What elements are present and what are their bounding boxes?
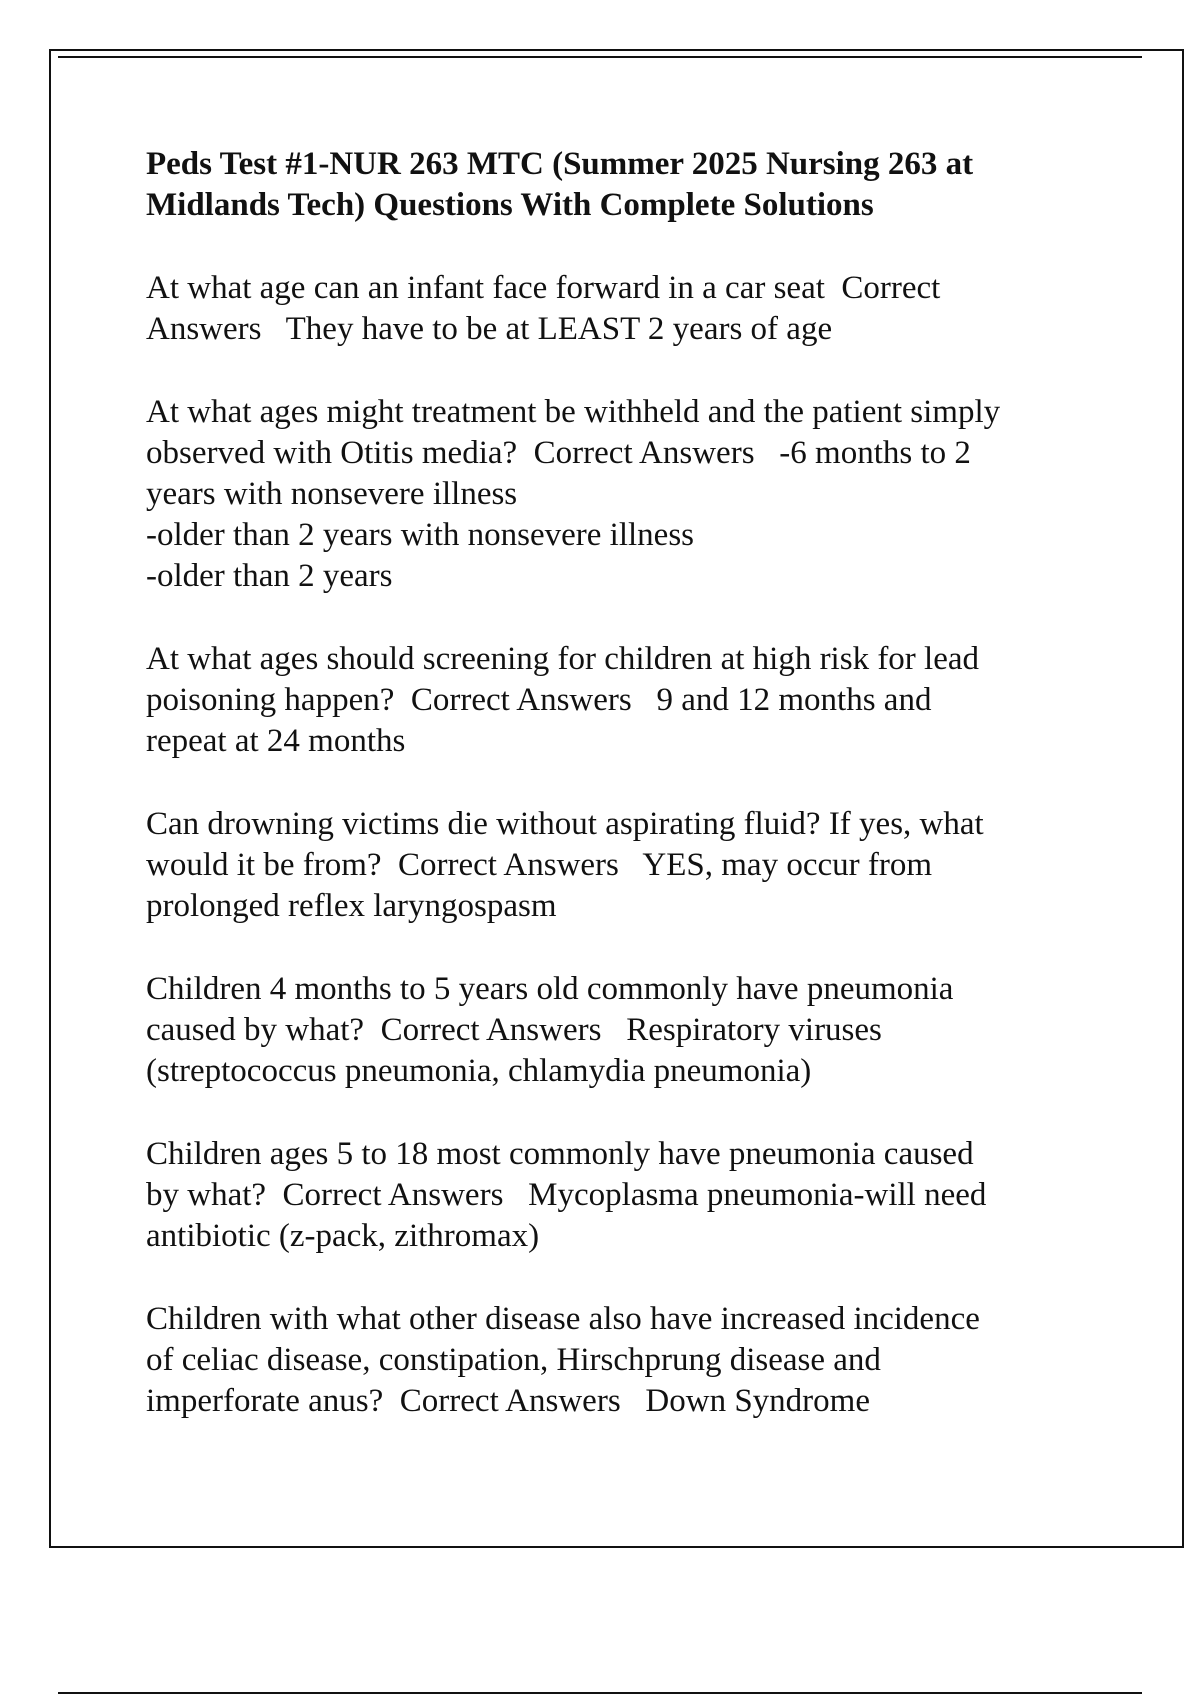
- qa-line: Children with what other disease also have increased incidence: [146, 1301, 980, 1337]
- qa-line: antibiotic (z-pack, zithromax): [146, 1218, 540, 1254]
- qa-line: At what ages might treatment be withheld and the patient simply: [146, 394, 1001, 430]
- qa-line: would it be from? Correct Answers YES, may occur from: [146, 847, 933, 883]
- qa-line: caused by what? Correct Answers Respiratory viruses: [146, 1012, 882, 1048]
- qa-line: poisoning happen? Correct Answers 9 and 12 months and: [146, 682, 932, 718]
- qa-line: Answers They have to be at LEAST 2 years of age: [146, 311, 833, 347]
- qa-line: prolonged reflex laryngospasm: [146, 888, 557, 924]
- qa-item: [146, 1134, 1106, 1257]
- qa-item: [146, 392, 1106, 597]
- qa-item: [146, 969, 1106, 1092]
- title-line: Peds Test #1-NUR 263 MTC (Summer 2025 Nursing 263 at: [146, 146, 974, 182]
- bottom-rule: [58, 1692, 1142, 1694]
- qa-line: Can drowning victims die without aspirating fluid? If yes, what: [146, 806, 984, 842]
- document-content: [146, 144, 1106, 1464]
- qa-item: [146, 804, 1106, 927]
- qa-line: by what? Correct Answers Mycoplasma pneumonia-will need: [146, 1177, 987, 1213]
- qa-line: repeat at 24 months: [146, 723, 406, 759]
- qa-line: Children 4 months to 5 years old commonly have pneumonia: [146, 971, 954, 1007]
- qa-line: years with nonsevere illness: [146, 476, 518, 512]
- qa-item: [146, 268, 1106, 350]
- qa-item: [146, 1299, 1106, 1422]
- qa-line: of celiac disease, constipation, Hirschprung disease and: [146, 1342, 881, 1378]
- qa-line: imperforate anus? Correct Answers Down Syndrome: [146, 1383, 870, 1419]
- document-title: [146, 144, 1106, 226]
- qa-line: Children ages 5 to 18 most commonly have pneumonia caused: [146, 1136, 974, 1172]
- title-line: Midlands Tech) Questions With Complete Solutions: [146, 187, 874, 223]
- qa-line: At what age can an infant face forward in a car seat Correct: [146, 270, 941, 306]
- qa-item: [146, 639, 1106, 762]
- qa-line: At what ages should screening for children at high risk for lead: [146, 641, 980, 677]
- qa-line: -older than 2 years with nonsevere illness: [146, 517, 695, 553]
- qa-line: observed with Otitis media? Correct Answers -6 months to 2: [146, 435, 971, 471]
- qa-line: (streptococcus pneumonia, chlamydia pneumonia): [146, 1053, 812, 1089]
- qa-line: -older than 2 years: [146, 558, 393, 594]
